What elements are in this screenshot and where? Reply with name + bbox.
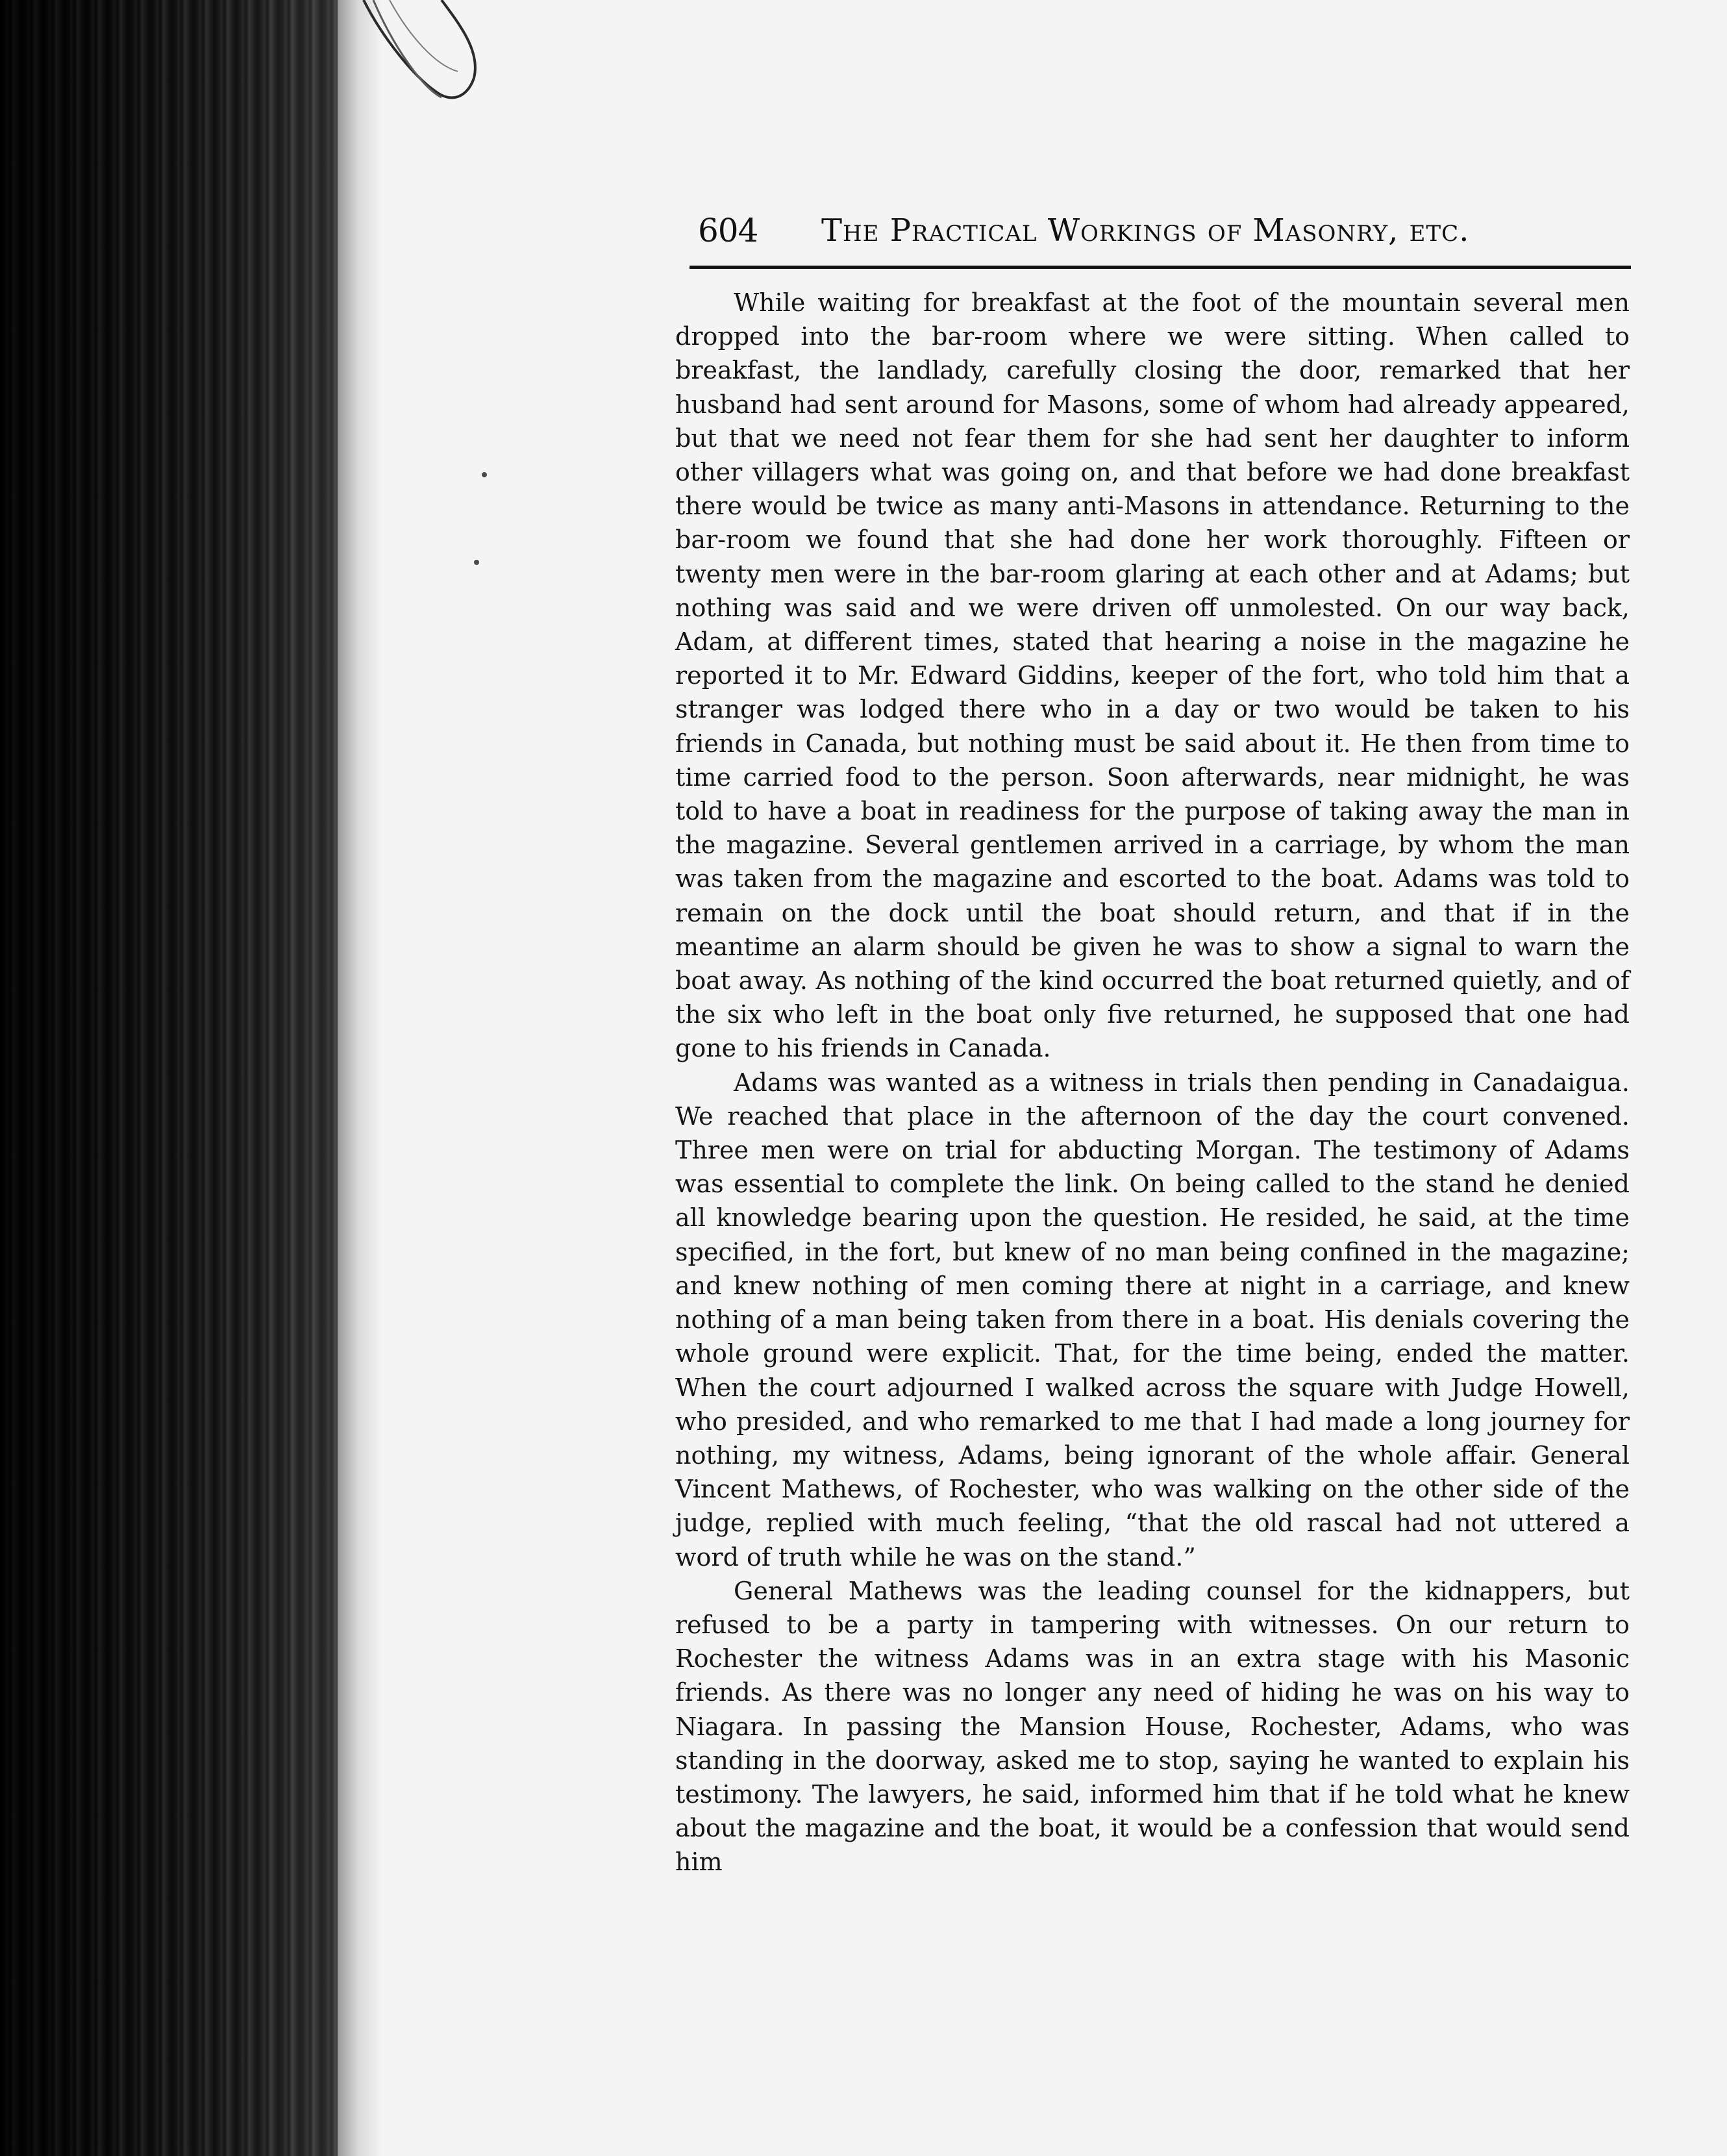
- page-speck: [482, 472, 487, 477]
- body-text: [675, 286, 1630, 1879]
- paragraph: While waiting for breakfast at the foot of the mountain several men dropped into the bar-room where we were sitting. When called to breakfast, the landlady, carefully closing the door, remarked that her husband had sent around for Masons, some of whom had already appeared, but that we need not fear them for she had sent her daughter to inform other villagers what was going on, and that before we had done breakfast there would be twice as many anti-Masons in attendance. Returning to the bar-room we found that she had done her work thoroughly. Fifteen or twenty men were in the bar-room glaring at each other and at Adams; but nothing was said and we were driven off unmolested. On our way back, Adam, at different times, stated that hearing a noise in the magazine he reported it to Mr. Edward Giddins, keeper of the fort, who told him that a stranger was lodged there who in a day or two would be taken to his friends in Canada, but nothing must be said about it. He then from time to time carried food to the person. Soon afterwards, near midnight, he was told to have a boat in readiness for the purpose of taking away the man in the magazine. Several gentlemen arrived in a carriage, by whom the man was taken from the magazine and escorted to the boat. Adams was told to remain on the dock until the boat should return, and that if in the meantime an alarm should be given he was to show a signal to warn the boat away. As nothing of the kind occurred the boat returned quietly, and of the six who left in the boat only five returned, he supposed that one had gone to his friends in Canada.: [675, 288, 1630, 1063]
- page-curl-mark: [338, 0, 487, 169]
- book-spine-edge: [0, 0, 338, 2156]
- page-number: 604: [698, 212, 758, 249]
- running-title: The Practical Workings of Masonry, etc.: [821, 212, 1470, 249]
- page-speck: [474, 560, 479, 565]
- running-header: [698, 207, 1633, 255]
- header-rule: [690, 266, 1631, 269]
- paragraph: Adams was wanted as a witness in trials then pending in Canadaigua. We reached that place in the afternoon of the day the court convened. Three men were on trial for abducting Morgan. The testimony of Adams was essential to complete the link. On being called to the stand he denied all knowledge bearing upon the question. He resided, he said, at the time specified, in the fort, but knew of no man being confined in the magazine; and knew nothing of men coming there at night in a carriage, and knew nothing of a man being taken from there in a boat. His denials covering the whole ground were explicit. That, for the time being, ended the matter. When the court adjourned I walked across the square with Judge Howell, who presided, and who remarked to me that I had made a long journey for nothing, my witness, Adams, being ignorant of the whole affair. General Vincent Mathews, of Rochester, who was walking on the other side of the judge, replied with much feeling, “that the old rascal had not uttered a word of truth while he was on the stand.”: [675, 1068, 1630, 1572]
- paragraph: General Mathews was the leading counsel for the kidnappers, but refused to be a party in tampering with witnesses. On our return to Rochester the witness Adams was in an extra stage with his Masonic friends. As there was no longer any need of hiding he was on his way to Niagara. In passing the Mansion House, Rochester, Adams, who was standing in the doorway, asked me to stop, saying he wanted to explain his testimony. The lawyers, he said, informed him that if he told what he knew about the magazine and the boat, it would be a confession that would send him: [675, 1576, 1630, 1877]
